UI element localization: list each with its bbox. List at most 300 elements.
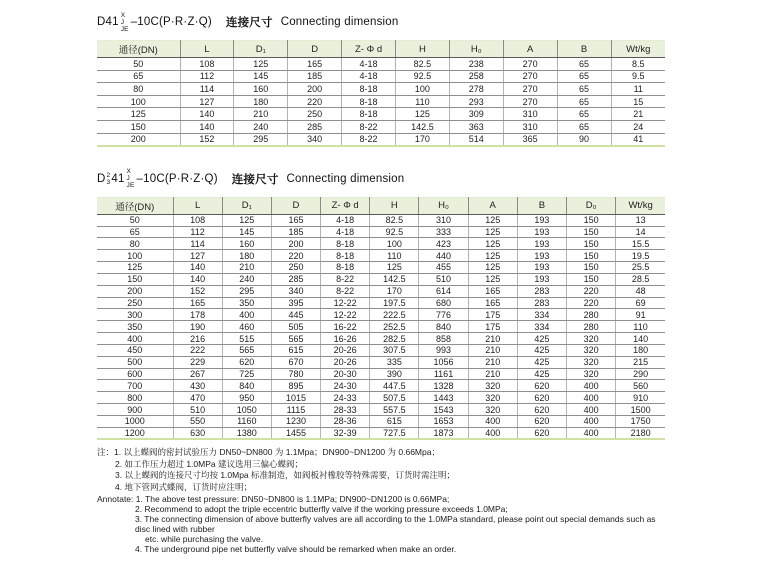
- table-cell: 82.5: [370, 214, 419, 226]
- table-cell: 270: [503, 95, 557, 108]
- table-cell: 280: [567, 309, 616, 321]
- table-cell: 8-22: [321, 273, 370, 285]
- table-row: [97, 356, 665, 368]
- table-cell: 193: [517, 273, 566, 285]
- table-cell: 500: [97, 356, 173, 368]
- table-cell: 365: [503, 133, 557, 146]
- fraction-bottom: 3: [106, 178, 111, 186]
- table-cell: 320: [567, 356, 616, 368]
- table-cell: 65: [557, 120, 611, 133]
- table-cell: 65: [97, 70, 180, 83]
- table-cell: 175: [468, 321, 517, 333]
- table-row: [97, 416, 665, 428]
- table-cell: 400: [468, 416, 517, 428]
- table-cell: 350: [222, 297, 271, 309]
- table-cell: 1050: [222, 404, 271, 416]
- column-header: D: [271, 197, 320, 214]
- table-cell: 270: [503, 83, 557, 96]
- table-cell: 1873: [419, 427, 468, 439]
- column-header: D: [288, 41, 342, 58]
- table-cell: 293: [449, 95, 503, 108]
- table-cell: 1328: [419, 380, 468, 392]
- table-cell: 210: [468, 368, 517, 380]
- table-cell: 9.5: [611, 70, 665, 83]
- table-cell: 229: [173, 356, 222, 368]
- table-cell: 334: [517, 309, 566, 321]
- table-cell: 200: [97, 133, 180, 146]
- table-cell: 620: [517, 380, 566, 392]
- table-cell: 1056: [419, 356, 468, 368]
- table-cell: 65: [557, 95, 611, 108]
- table-row: [97, 108, 665, 121]
- table-cell: 1160: [222, 416, 271, 428]
- table-cell: 14: [616, 226, 665, 238]
- variant-j: J: [120, 18, 125, 26]
- table-cell: 100: [97, 250, 173, 262]
- note-line: etc. while purchasing the valve.: [145, 534, 264, 545]
- table-cell: 50: [97, 58, 180, 71]
- table-cell: 283: [517, 285, 566, 297]
- table-cell: 430: [173, 380, 222, 392]
- table-cell: 895: [271, 380, 320, 392]
- table-row: [97, 83, 665, 96]
- section2-title-cn: 连接尺寸: [231, 173, 279, 186]
- table-cell: 1380: [222, 427, 271, 439]
- table-cell: 125: [468, 250, 517, 262]
- table-row: [97, 392, 665, 404]
- table-cell: 160: [234, 83, 288, 96]
- table-cell: 285: [288, 120, 342, 133]
- table-row: [97, 297, 665, 309]
- model-code-suffix: –10C(P·R·Z·Q): [130, 16, 212, 28]
- table-cell: 200: [271, 238, 320, 250]
- table-cell: 780: [271, 368, 320, 380]
- table-cell: 222: [173, 344, 222, 356]
- table-cell: 680: [419, 297, 468, 309]
- table-cell: 425: [517, 356, 566, 368]
- table-cell: 125: [234, 58, 288, 71]
- variant-je: JE: [120, 25, 129, 33]
- table-cell: 16-22: [321, 321, 370, 333]
- notes-block: [97, 447, 665, 554]
- table-cell: 48: [616, 285, 665, 297]
- table-cell: 1500: [616, 404, 665, 416]
- table-cell: 400: [567, 416, 616, 428]
- table-cell: 1455: [271, 427, 320, 439]
- table-cell: 727.5: [370, 427, 419, 439]
- table-cell: 238: [449, 58, 503, 71]
- table-cell: 630: [173, 427, 222, 439]
- table-cell: 20-30: [321, 368, 370, 380]
- table-cell: 1543: [419, 404, 468, 416]
- variant-x: X: [126, 168, 132, 176]
- table-cell: 92.5: [396, 70, 450, 83]
- table-cell: 425: [517, 368, 566, 380]
- table-cell: 565: [271, 333, 320, 345]
- table-cell: 152: [173, 285, 222, 297]
- table-cell: 858: [419, 333, 468, 345]
- table-cell: 100: [97, 95, 180, 108]
- table-cell: 165: [288, 58, 342, 71]
- notes-en: [97, 494, 665, 554]
- table-cell: 400: [567, 380, 616, 392]
- table-cell: 507.5: [370, 392, 419, 404]
- table-cell: 28-33: [321, 404, 370, 416]
- table-cell: 100: [370, 238, 419, 250]
- table-cell: 210: [468, 333, 517, 345]
- table-cell: 309: [449, 108, 503, 121]
- table-cell: 310: [503, 108, 557, 121]
- table-cell: 210: [234, 108, 288, 121]
- table-cell: 222.5: [370, 309, 419, 321]
- table-cell: 200: [97, 285, 173, 297]
- table-cell: 400: [222, 309, 271, 321]
- table-cell: 140: [173, 262, 222, 274]
- table-cell: 15.5: [616, 238, 665, 250]
- table-cell: 725: [222, 368, 271, 380]
- table-cell: 140: [173, 273, 222, 285]
- table-cell: 165: [468, 285, 517, 297]
- table-cell: 80: [97, 83, 180, 96]
- table-cell: 180: [616, 344, 665, 356]
- column-header: Wt/kg: [611, 41, 665, 58]
- table-cell: 505: [271, 321, 320, 333]
- table-cell: 400: [97, 333, 173, 345]
- table-cell: 615: [271, 344, 320, 356]
- table-cell: 108: [180, 58, 234, 71]
- table-cell: 400: [567, 427, 616, 439]
- note-line: 4. 地下管网式蝶阀，订货时应注明；: [115, 481, 252, 492]
- model-code-prefix: D: [97, 172, 106, 185]
- table-cell: 600: [97, 368, 173, 380]
- table-cell: 258: [449, 70, 503, 83]
- table-cell: 210: [468, 356, 517, 368]
- model-variant-stack: [121, 12, 129, 33]
- table-cell: 267: [173, 368, 222, 380]
- table-cell: 125: [396, 108, 450, 121]
- table-cell: 395: [271, 297, 320, 309]
- table-cell: 20-26: [321, 356, 370, 368]
- table-cell: 240: [222, 273, 271, 285]
- table-cell: 1230: [271, 416, 320, 428]
- table-row: [97, 285, 665, 297]
- table-cell: 425: [517, 333, 566, 345]
- table-cell: 8-18: [321, 250, 370, 262]
- note-line: 3. The connecting dimension of above butterfly valves are all according to the 1.0MPa standard, please point out special demands such as disc lined with rubber: [135, 514, 656, 535]
- table-cell: 150: [567, 262, 616, 274]
- table-cell: 320: [468, 404, 517, 416]
- table-cell: 8-18: [342, 83, 396, 96]
- table-cell: 65: [557, 83, 611, 96]
- table-cell: 175: [468, 309, 517, 321]
- table-cell: 800: [97, 392, 173, 404]
- table-cell: 776: [419, 309, 468, 321]
- table-cell: 24-33: [321, 392, 370, 404]
- notes-cn: [97, 447, 665, 493]
- table-cell: 185: [288, 70, 342, 83]
- note-line: 2. 如工作压力超过 1.0MPa 建议选用三偏心蝶阀；: [115, 458, 303, 469]
- table-cell: 514: [449, 133, 503, 146]
- table-cell: 91: [616, 309, 665, 321]
- table-cell: 215: [616, 356, 665, 368]
- table-cell: 125: [468, 226, 517, 238]
- table-cell: 110: [616, 321, 665, 333]
- table-cell: 320: [468, 380, 517, 392]
- table-cell: 670: [271, 356, 320, 368]
- table-cell: 550: [173, 416, 222, 428]
- table-cell: 160: [222, 238, 271, 250]
- table-cell: 178: [173, 309, 222, 321]
- section2-title-en: Connecting dimension: [286, 172, 405, 185]
- table-cell: 193: [517, 214, 566, 226]
- table-cell: 28.5: [616, 273, 665, 285]
- table-row: [97, 321, 665, 333]
- table-cell: 910: [616, 392, 665, 404]
- table-row: [97, 404, 665, 416]
- table-cell: 250: [97, 297, 173, 309]
- table-cell: 8-22: [342, 133, 396, 146]
- table-cell: 125: [97, 262, 173, 274]
- table-cell: 333: [419, 226, 468, 238]
- table-cell: 150: [567, 238, 616, 250]
- column-header: D₀: [567, 197, 616, 214]
- table-cell: 1161: [419, 368, 468, 380]
- table1-header-row: [97, 41, 665, 58]
- table-cell: 620: [517, 427, 566, 439]
- table-cell: 4-18: [342, 58, 396, 71]
- table-cell: 65: [97, 226, 173, 238]
- table-row: [97, 95, 665, 108]
- table-cell: 310: [419, 214, 468, 226]
- table-cell: 100: [396, 83, 450, 96]
- table-cell: 20-26: [321, 344, 370, 356]
- table-cell: 340: [271, 285, 320, 297]
- table-cell: 150: [97, 273, 173, 285]
- table-cell: 282.5: [370, 333, 419, 345]
- column-header: Z- Φ d: [342, 41, 396, 58]
- table-row: [97, 273, 665, 285]
- table-cell: 220: [288, 95, 342, 108]
- table-cell: 1115: [271, 404, 320, 416]
- table-cell: 250: [288, 108, 342, 121]
- table-cell: 290: [616, 368, 665, 380]
- table-cell: 510: [173, 404, 222, 416]
- table-cell: 165: [271, 214, 320, 226]
- table-cell: 1015: [271, 392, 320, 404]
- table-cell: 145: [222, 226, 271, 238]
- table-cell: 140: [180, 108, 234, 121]
- table-cell: 82.5: [396, 58, 450, 71]
- table-cell: 455: [419, 262, 468, 274]
- section1-title-cn: 连接尺寸: [225, 17, 273, 29]
- table-cell: 125: [97, 108, 180, 121]
- table-cell: 125: [370, 262, 419, 274]
- table-cell: 180: [234, 95, 288, 108]
- table-cell: 460: [222, 321, 271, 333]
- column-header: D₁: [234, 41, 288, 58]
- column-header: 通径(DN): [97, 197, 173, 214]
- table-cell: 4-18: [321, 226, 370, 238]
- table-cell: 165: [173, 297, 222, 309]
- table-cell: 295: [222, 285, 271, 297]
- section1-title: [97, 10, 665, 34]
- table-cell: 400: [567, 404, 616, 416]
- table-cell: 200: [288, 83, 342, 96]
- table-cell: 390: [370, 368, 419, 380]
- note-line: Annotate: 1. The above test pressure: DN50~DN800 is 1.1MPa; DN900~DN1200 is 0.66MPa;: [97, 494, 450, 505]
- model-variant-stack: [127, 168, 135, 189]
- table-cell: 15: [611, 95, 665, 108]
- table-row: [97, 262, 665, 274]
- table-cell: 614: [419, 285, 468, 297]
- table-cell: 363: [449, 120, 503, 133]
- column-header: H₀: [419, 197, 468, 214]
- table-cell: 445: [271, 309, 320, 321]
- table-cell: 950: [222, 392, 271, 404]
- table-cell: 11: [611, 83, 665, 96]
- table-cell: 320: [567, 368, 616, 380]
- page-content: [97, 10, 665, 554]
- table-cell: 620: [222, 356, 271, 368]
- table-cell: 8-22: [321, 285, 370, 297]
- table-cell: 340: [288, 133, 342, 146]
- table-cell: 112: [173, 226, 222, 238]
- table-cell: 310: [503, 120, 557, 133]
- table-cell: 900: [97, 404, 173, 416]
- table-cell: 423: [419, 238, 468, 250]
- table-cell: 8-18: [342, 108, 396, 121]
- table-cell: 515: [222, 333, 271, 345]
- table-cell: 65: [557, 58, 611, 71]
- model-code-prefix: D41: [97, 16, 119, 28]
- table-cell: 283: [517, 297, 566, 309]
- note-line: 2. Recommend to adopt the triple eccentric butterfly valve if the working pressure exceeds 1.0MPa;: [135, 504, 508, 515]
- model-code-suffix: –10C(P·R·Z·Q): [136, 172, 218, 185]
- table-cell: 150: [567, 273, 616, 285]
- table-cell: 108: [173, 214, 222, 226]
- table-cell: 334: [517, 321, 566, 333]
- table-cell: 190: [173, 321, 222, 333]
- table-cell: 220: [567, 285, 616, 297]
- table-row: [97, 58, 665, 71]
- table-cell: 142.5: [370, 273, 419, 285]
- column-header: Wt/kg: [616, 197, 665, 214]
- table-cell: 447.5: [370, 380, 419, 392]
- table-cell: 110: [396, 95, 450, 108]
- table2-header-row: [97, 197, 665, 214]
- table-row: [97, 344, 665, 356]
- column-header: D₁: [222, 197, 271, 214]
- table-cell: 400: [468, 427, 517, 439]
- table-cell: 400: [567, 392, 616, 404]
- table-cell: 425: [517, 344, 566, 356]
- table-cell: 92.5: [370, 226, 419, 238]
- table-cell: 285: [271, 273, 320, 285]
- table-row: [97, 380, 665, 392]
- table-cell: 65: [557, 70, 611, 83]
- table-row: [97, 250, 665, 262]
- table-cell: 125: [222, 214, 271, 226]
- table-cell: 620: [517, 392, 566, 404]
- table-cell: 193: [517, 226, 566, 238]
- table-cell: 1200: [97, 427, 173, 439]
- table-cell: 50: [97, 214, 173, 226]
- table-cell: 24-30: [321, 380, 370, 392]
- table-row: [97, 368, 665, 380]
- table-cell: 210: [222, 262, 271, 274]
- table-cell: 28-36: [321, 416, 370, 428]
- table-cell: 140: [616, 333, 665, 345]
- table-cell: 220: [567, 297, 616, 309]
- table-row: [97, 238, 665, 250]
- table-cell: 150: [97, 120, 180, 133]
- table-cell: 8-18: [321, 262, 370, 274]
- table-cell: 112: [180, 70, 234, 83]
- table-cell: 4-18: [342, 70, 396, 83]
- table-cell: 470: [173, 392, 222, 404]
- table-cell: 2180: [616, 427, 665, 439]
- table-cell: 145: [234, 70, 288, 83]
- table-cell: 197.5: [370, 297, 419, 309]
- table-cell: 307.5: [370, 344, 419, 356]
- table-cell: 510: [419, 273, 468, 285]
- table-cell: 840: [222, 380, 271, 392]
- table-cell: 21: [611, 108, 665, 121]
- table-cell: 700: [97, 380, 173, 392]
- model-fraction-stack: [107, 172, 111, 186]
- table-cell: 13: [616, 214, 665, 226]
- column-header: A: [503, 41, 557, 58]
- section2-title: [97, 167, 665, 191]
- column-header: A: [468, 197, 517, 214]
- table-row: [97, 309, 665, 321]
- table-row: [97, 214, 665, 226]
- table-cell: 557.5: [370, 404, 419, 416]
- table-cell: 16-26: [321, 333, 370, 345]
- table-row: [97, 70, 665, 83]
- table-row: [97, 226, 665, 238]
- table-cell: 620: [517, 404, 566, 416]
- table-cell: 170: [370, 285, 419, 297]
- table-cell: 125: [468, 214, 517, 226]
- table-cell: 1653: [419, 416, 468, 428]
- variant-x: X: [120, 11, 126, 19]
- table-cell: 41: [611, 133, 665, 146]
- table-row: [97, 427, 665, 439]
- note-line: 3. 以上蝶阀的连接尺寸均按 1.0Mpa 标准制造，如阀板衬橡胶等特殊需要，订货时需注明；: [115, 470, 456, 481]
- column-header: L: [173, 197, 222, 214]
- table-cell: 216: [173, 333, 222, 345]
- table-cell: 270: [503, 70, 557, 83]
- table-cell: 440: [419, 250, 468, 262]
- variant-je: JE: [126, 182, 135, 190]
- table-cell: 142.5: [396, 120, 450, 133]
- table-cell: 295: [234, 133, 288, 146]
- section1-title-en: Connecting dimension: [280, 16, 399, 28]
- table-cell: 125: [468, 273, 517, 285]
- table-cell: 300: [97, 309, 173, 321]
- table-cell: 24: [611, 120, 665, 133]
- table-row: [97, 120, 665, 133]
- table-cell: 32-39: [321, 427, 370, 439]
- table-cell: 993: [419, 344, 468, 356]
- table-cell: 8-18: [321, 238, 370, 250]
- table-cell: 8-18: [342, 95, 396, 108]
- fraction-top: 2: [106, 171, 111, 179]
- table-cell: 150: [567, 226, 616, 238]
- table-cell: 193: [517, 250, 566, 262]
- table-cell: 140: [180, 120, 234, 133]
